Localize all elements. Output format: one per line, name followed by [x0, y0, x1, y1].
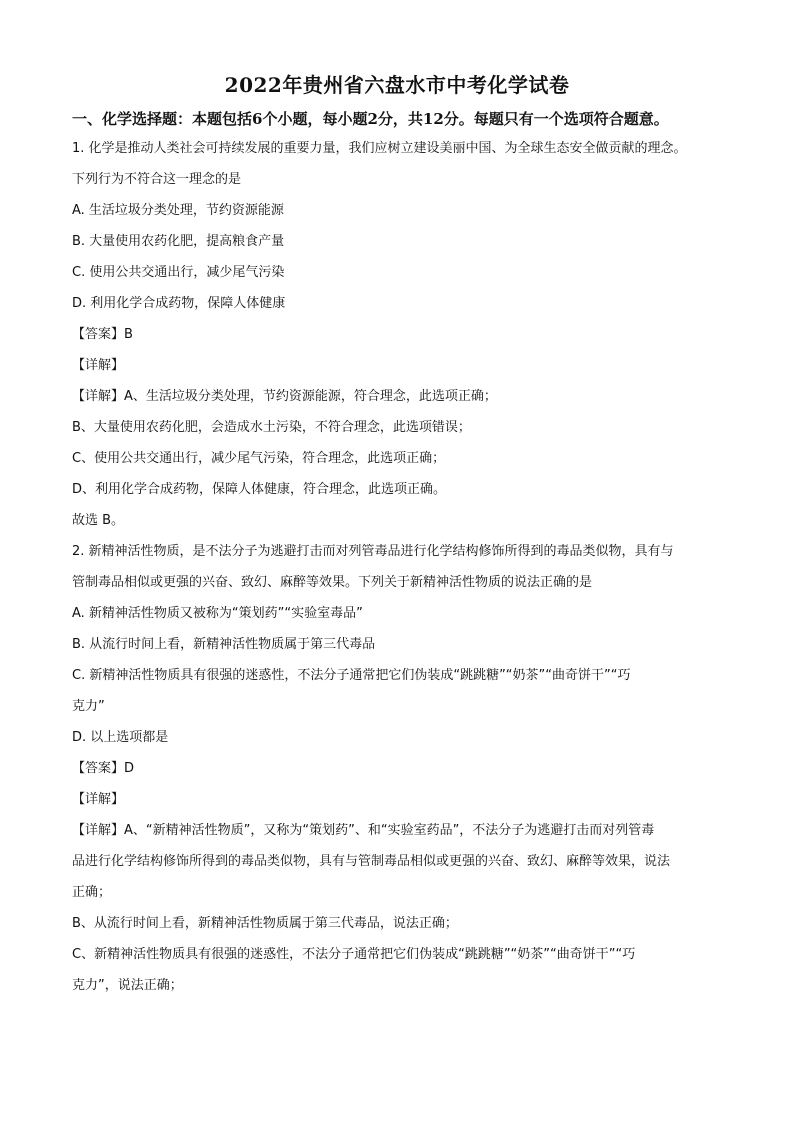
explanation-line: 克力”，说法正确； — [72, 978, 183, 993]
option-a: A. 生活垃圾分类处理，节约资源能源 — [72, 203, 284, 218]
answer-label: 【答案】B — [72, 327, 133, 342]
explanation-line: C、使用公共交通出行，减少尾气污染，符合理念，此选项正确； — [72, 451, 446, 466]
option-c-continued: 克力” — [72, 699, 105, 714]
explanation-line: 【详解】A、生活垃圾分类处理，节约资源能源，符合理念，此选项正确； — [72, 389, 497, 404]
option-c: C. 使用公共交通出行，减少尾气污染 — [72, 265, 285, 280]
explanation-line: 【详解】A、“新精神活性物质”，又称为“策划药”、和“实验室药品”，不法分子为逃避打击而对列管毒 — [72, 823, 655, 838]
option-d: D. 以上选项都是 — [72, 730, 169, 745]
explanation-line: D、利用化学合成药物，保障人体健康，符合理念，此选项正确。 — [72, 482, 447, 497]
question-stem-line: 管制毒品相似或更强的兴奋、致幻、麻醉等效果。下列关于新精神活性物质的说法正确的是 — [72, 575, 593, 590]
section-heading: 一、化学选择题：本题包括6个小题，每小题2分，共12分。每题只有一个选项符合题意。 — [72, 110, 669, 128]
question-1 — [72, 139, 732, 531]
answer-label: 【答案】D — [72, 761, 135, 776]
explanation-line: 品进行化学结构修饰所得到的毒品类似物，具有与管制毒品相似或更强的兴奋、致幻、麻醉等效果，说法 — [72, 854, 671, 869]
explanation-line: B、大量使用农药化肥，会造成水土污染，不符合理念，此选项错误； — [72, 420, 471, 435]
option-d: D. 利用化学合成药物，保障人体健康 — [72, 296, 286, 311]
question-stem-line: 2. 新精神活性物质，是不法分子为逃避打击而对列管毒品进行化学结构修饰所得到的毒品类似物，具有与 — [72, 544, 674, 559]
exam-title: 2022年贵州省六盘水市中考化学试卷 — [224, 73, 570, 97]
option-c: C. 新精神活性物质具有很强的迷惑性，不法分子通常把它们伪装成“跳跳糖”“奶茶”“曲奇饼干”“巧 — [72, 668, 631, 683]
explanation-line: B、从流行时间上看，新精神活性物质属于第三代毒品，说法正确； — [72, 916, 458, 931]
explanation-line: C、新精神活性物质具有很强的迷惑性，不法分子通常把它们伪装成“跳跳糖”“奶茶”“曲奇饼干”“巧 — [72, 947, 636, 962]
question-2 — [72, 542, 732, 996]
option-b: B. 从流行时间上看，新精神活性物质属于第三代毒品 — [72, 637, 376, 652]
detail-heading: 【详解】 — [72, 792, 125, 807]
option-a: A. 新精神活性物质又被称为“策划药”“实验室毒品” — [72, 606, 363, 621]
questions-content — [72, 139, 732, 1007]
question-stem-line: 1. 化学是推动人类社会可持续发展的重要力量，我们应树立建设美丽中国、为全球生态安全做贡献的理念。 — [72, 141, 687, 156]
detail-heading: 【详解】 — [72, 358, 125, 373]
option-b: B. 大量使用农药化肥，提高粮食产量 — [72, 234, 285, 249]
question-stem-line: 下列行为不符合这一理念的是 — [72, 172, 242, 187]
explanation-line: 正确； — [72, 885, 112, 900]
conclusion-line: 故选 B。 — [72, 513, 125, 528]
